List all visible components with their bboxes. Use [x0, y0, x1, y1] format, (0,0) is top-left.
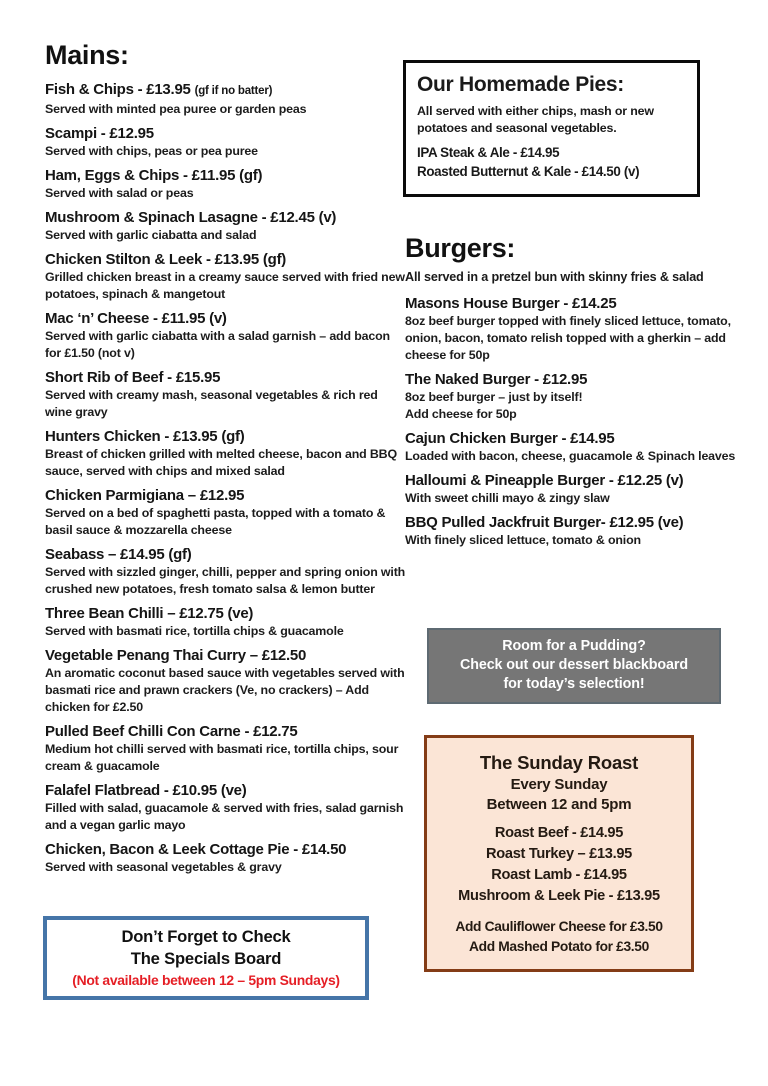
- item-title: Chicken, Bacon & Leek Cottage Pie - £14.50: [45, 841, 347, 858]
- pudding-banner: [427, 628, 721, 704]
- item-title: Seabass – £14.95 (gf): [45, 546, 192, 563]
- item-desc: An aromatic coconut based sauce with vegetables served with basmati rice and prawn crackers (Ve, no crackers) – Add chicken for £2.50: [45, 666, 405, 714]
- mains-section: [45, 40, 407, 882]
- menu-item-chicken-bacon-leek-cottage-pie: [45, 840, 407, 876]
- sunday-roast-addons: [432, 917, 686, 957]
- item-desc: 8oz beef burger topped with finely sliced lettuce, tomato, onion, bacon, tomato relish topped with a gherkin – add cheese for 50p: [405, 314, 731, 362]
- item-title: Falafel Flatbread - £10.95 (ve): [45, 782, 247, 799]
- sunday-roast-day: Every Sunday: [510, 776, 608, 793]
- sunday-roast-title: The Sunday Roast: [479, 752, 639, 773]
- item-title: BBQ Pulled Jackfruit Burger- £12.95 (ve): [405, 514, 684, 531]
- item-desc: Loaded with bacon, cheese, guacamole & Spinach leaves: [405, 449, 736, 463]
- item-desc: Add cheese for 50p: [405, 407, 517, 421]
- item-desc: Served with sizzled ginger, chilli, pepper and spring onion with crushed new potatoes, fresh tomato salsa & lemon butter: [45, 565, 406, 596]
- mains-heading: Mains:: [45, 40, 129, 70]
- menu-item-ham-eggs-chips: [45, 166, 407, 202]
- item-title: Three Bean Chilli – £12.75 (ve): [45, 605, 254, 622]
- item-note: (gf if no batter): [194, 85, 273, 97]
- item-title: Cajun Chicken Burger - £14.95: [405, 430, 615, 447]
- item-desc: Served with creamy mash, seasonal vegetables & rich red wine gravy: [45, 388, 378, 419]
- item-title: Mac ‘n’ Cheese - £11.95 (v): [45, 310, 227, 327]
- item-title: Chicken Stilton & Leek - £13.95 (gf): [45, 251, 287, 268]
- item-title: Fish & Chips - £13.95 (gf if no batter): [45, 81, 273, 98]
- item-desc: Served with minted pea puree or garden peas: [45, 102, 307, 116]
- item-desc: Served with seasonal vegetables & gravy: [45, 860, 282, 874]
- menu-item-vegetable-penang-thai-curry: [45, 646, 407, 716]
- specials-box: [43, 916, 369, 1000]
- item-desc: With finely sliced lettuce, tomato & onion: [405, 533, 641, 547]
- pies-item-steak-ale: IPA Steak & Ale - £14.95: [417, 145, 560, 160]
- pies-item-roasted-butternut-kale: Roasted Butternut & Kale - £14.50 (v): [417, 164, 640, 179]
- item-title: Short Rib of Beef - £15.95: [45, 369, 221, 386]
- item-desc: Served with basmati rice, tortilla chips & guacamole: [45, 624, 344, 638]
- item-title: Vegetable Penang Thai Curry – £12.50: [45, 647, 307, 664]
- homemade-pies-box: [403, 60, 700, 197]
- pudding-line-2: Check out our dessert blackboard: [460, 657, 688, 673]
- menu-item-hunters-chicken: [45, 427, 407, 480]
- menu-item-the-naked-burger: [405, 370, 742, 423]
- pudding-line-1: Room for a Pudding?: [502, 638, 646, 654]
- item-desc: Served with chips, peas or pea puree: [45, 144, 258, 158]
- item-title: Hunters Chicken - £13.95 (gf): [45, 428, 245, 445]
- item-title: Mushroom & Spinach Lasagne - £12.45 (v): [45, 209, 337, 226]
- item-title: Masons House Burger - £14.25: [405, 295, 617, 312]
- burgers-section: [405, 233, 742, 555]
- item-desc: Served with salad or peas: [45, 186, 194, 200]
- item-desc: 8oz beef burger – just by itself!: [405, 390, 583, 404]
- pies-intro: All served with either chips, mash or new potatoes and seasonal vegetables.: [417, 104, 654, 135]
- sunday-addon-cauliflower-cheese: Add Cauliflower Cheese for £3.50: [455, 919, 663, 934]
- menu-item-fish-and-chips: [45, 80, 407, 118]
- burgers-heading: Burgers:: [405, 233, 516, 263]
- menu-item-cajun-chicken-burger: [405, 429, 742, 465]
- pudding-line-3: for today’s selection!: [503, 676, 645, 692]
- sunday-roast-items: [432, 823, 686, 907]
- item-title: Pulled Beef Chilli Con Carne - £12.75: [45, 723, 298, 740]
- sunday-addon-mashed-potato: Add Mashed Potato for £3.50: [469, 939, 649, 954]
- item-desc: With sweet chilli mayo & zingy slaw: [405, 491, 610, 505]
- item-title: Chicken Parmigiana – £12.95: [45, 487, 245, 504]
- sunday-item-roast-beef: Roast Beef - £14.95: [494, 825, 624, 841]
- item-desc: Served with garlic ciabatta with a salad garnish – add bacon for £1.50 (not v): [45, 329, 390, 360]
- item-desc: Breast of chicken grilled with melted cheese, bacon and BBQ sauce, served with chips and mixed salad: [45, 447, 397, 478]
- specials-warning: (Not available between 12 – 5pm Sundays): [72, 972, 340, 988]
- menu-item-chicken-parmigiana: [45, 486, 407, 539]
- menu-item-seabass: [45, 545, 407, 598]
- specials-line-1: Don’t Forget to Check: [121, 927, 291, 946]
- sunday-item-mushroom-leek-pie: Mushroom & Leek Pie - £13.95: [458, 888, 660, 904]
- menu-item-mushroom-spinach-lasagne: [45, 208, 407, 244]
- menu-item-scampi: [45, 124, 407, 160]
- menu-item-bbq-pulled-jackfruit-burger: [405, 513, 742, 549]
- menu-item-mac-n-cheese: [45, 309, 407, 362]
- item-desc: Filled with salad, guacamole & served with fries, salad garnish and a vegan garlic mayo: [45, 801, 404, 832]
- sunday-roast-hours: Between 12 and 5pm: [486, 796, 632, 813]
- item-desc: Grilled chicken breast in a creamy sauce served with fried new potatoes, spinach & mangetout: [45, 270, 405, 301]
- item-title: Scampi - £12.95: [45, 125, 154, 142]
- item-title: The Naked Burger - £12.95: [405, 371, 588, 388]
- menu-item-pulled-beef-chilli-con-carne: [45, 722, 407, 775]
- item-title: Ham, Eggs & Chips - £11.95 (gf): [45, 167, 263, 184]
- menu-item-chicken-stilton-leek: [45, 250, 407, 303]
- item-desc: Served on a bed of spaghetti pasta, topped with a tomato & basil sauce & mozzarella cheese: [45, 506, 386, 537]
- menu-item-masons-house-burger: [405, 294, 742, 364]
- menu-item-falafel-flatbread: [45, 781, 407, 834]
- item-desc: Medium hot chilli served with basmati rice, tortilla chips, sour cream & guacamole: [45, 742, 399, 773]
- menu-item-short-rib-of-beef: [45, 368, 407, 421]
- item-desc: Served with garlic ciabatta and salad: [45, 228, 257, 242]
- pies-heading: Our Homemade Pies:: [417, 73, 624, 96]
- menu-item-halloumi-pineapple-burger: [405, 471, 742, 507]
- sunday-roast-box: [424, 735, 694, 972]
- sunday-item-roast-turkey: Roast Turkey – £13.95: [486, 846, 632, 862]
- item-title: Halloumi & Pineapple Burger - £12.25 (v): [405, 472, 684, 489]
- sunday-item-roast-lamb: Roast Lamb - £14.95: [491, 867, 627, 883]
- burgers-intro: All served in a pretzel bun with skinny fries & salad: [405, 270, 704, 284]
- specials-line-2: The Specials Board: [130, 949, 282, 968]
- menu-item-three-bean-chilli: [45, 604, 407, 640]
